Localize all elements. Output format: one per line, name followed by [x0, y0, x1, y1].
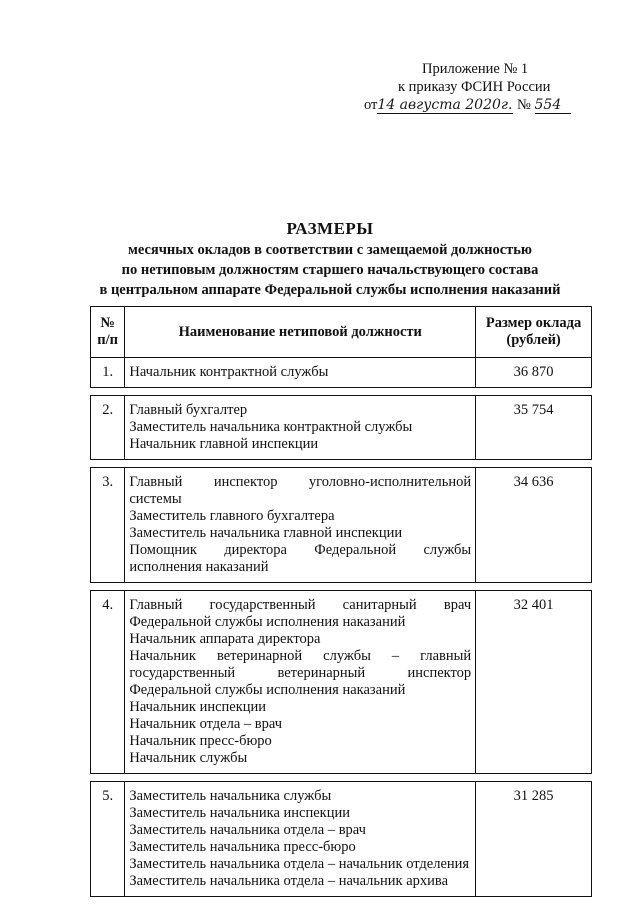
- position-name: Заместитель главного бухгалтера: [129, 508, 335, 524]
- row-spacer: [91, 388, 592, 396]
- position-name: Главный инспектор уголовно-исполнительной системы: [129, 474, 472, 507]
- row-salary: 32 401: [476, 591, 592, 774]
- table-header-row: [91, 307, 592, 358]
- position-name: Помощник директора Федеральной службы исполнения наказаний: [129, 542, 472, 575]
- position-name: Заместитель начальника отдела – начальник отделения: [129, 856, 470, 872]
- annex-date-line: [360, 96, 590, 114]
- handwritten-number: 554: [535, 98, 571, 114]
- handwritten-date: 14 августа 2020г.: [377, 97, 513, 113]
- title-line-2: по нетиповым должностям старшего начальствующего состава: [121, 262, 539, 278]
- position-name: Начальник службы: [129, 750, 248, 766]
- salary-table: [90, 306, 592, 897]
- position-name: Начальник инспекции: [129, 699, 267, 715]
- title-heading: РАЗМЕРЫ: [286, 219, 374, 238]
- title-line-3: в центральном аппарате Федеральной службы исполнения наказаний: [99, 282, 561, 298]
- position-name: Начальник ветеринарной службы – главный государственный ветеринарный инспектор Федеральной службы исполнения наказаний: [129, 648, 472, 698]
- row-number: 5.: [91, 782, 125, 897]
- position-name: Заместитель начальника отдела – врач: [129, 822, 366, 838]
- position-name: Начальник отдела – врач: [129, 716, 282, 732]
- row-positions: [125, 591, 476, 774]
- table-row: [91, 782, 592, 897]
- row-salary: 36 870: [476, 358, 592, 388]
- position-name: Начальник аппарата директора: [129, 631, 321, 647]
- annex-block: [360, 60, 590, 114]
- row-positions: [125, 782, 476, 897]
- number-label: №: [517, 97, 531, 113]
- row-number: 2.: [91, 396, 125, 460]
- annex-title: Приложение № 1: [422, 61, 529, 77]
- row-salary: 31 285: [476, 782, 592, 897]
- position-name: Заместитель начальника пресс-бюро: [129, 839, 356, 855]
- row-spacer: [91, 774, 592, 782]
- position-name: Начальник пресс-бюро: [129, 733, 272, 749]
- document-title: [60, 218, 600, 300]
- table-row: [91, 358, 592, 388]
- position-name: Главный государственный санитарный врач Федеральной службы исполнения наказаний: [129, 597, 472, 630]
- annex-order-ref: к приказу ФСИН России: [398, 79, 551, 95]
- row-positions: [125, 468, 476, 583]
- header-num: № п/п: [91, 307, 125, 358]
- from-label: от: [364, 97, 378, 113]
- row-positions: [125, 358, 476, 388]
- row-number: 3.: [91, 468, 125, 583]
- row-salary: 35 754: [476, 396, 592, 460]
- position-name: Начальник главной инспекции: [129, 436, 319, 452]
- table-row: [91, 468, 592, 583]
- header-position: Наименование нетиповой должности: [125, 307, 476, 358]
- row-spacer: [91, 583, 592, 591]
- row-number: 4.: [91, 591, 125, 774]
- position-name: Заместитель начальника контрактной службы: [129, 419, 413, 435]
- row-positions: [125, 396, 476, 460]
- position-name: Начальник контрактной службы: [129, 364, 329, 380]
- position-name: Заместитель начальника главной инспекции: [129, 525, 403, 541]
- position-name: Заместитель начальника инспекции: [129, 805, 350, 821]
- table-row: [91, 591, 592, 774]
- position-name: Главный бухгалтер: [129, 402, 248, 418]
- table-row: [91, 396, 592, 460]
- header-salary: Размер оклада (рублей): [476, 307, 592, 358]
- row-salary: 34 636: [476, 468, 592, 583]
- row-number: 1.: [91, 358, 125, 388]
- title-line-1: месячных окладов в соответствии с замещаемой должностью: [127, 242, 533, 258]
- position-name: Заместитель начальника службы: [129, 788, 332, 804]
- position-name: Заместитель начальника отдела – начальник архива: [129, 873, 449, 889]
- row-spacer: [91, 460, 592, 468]
